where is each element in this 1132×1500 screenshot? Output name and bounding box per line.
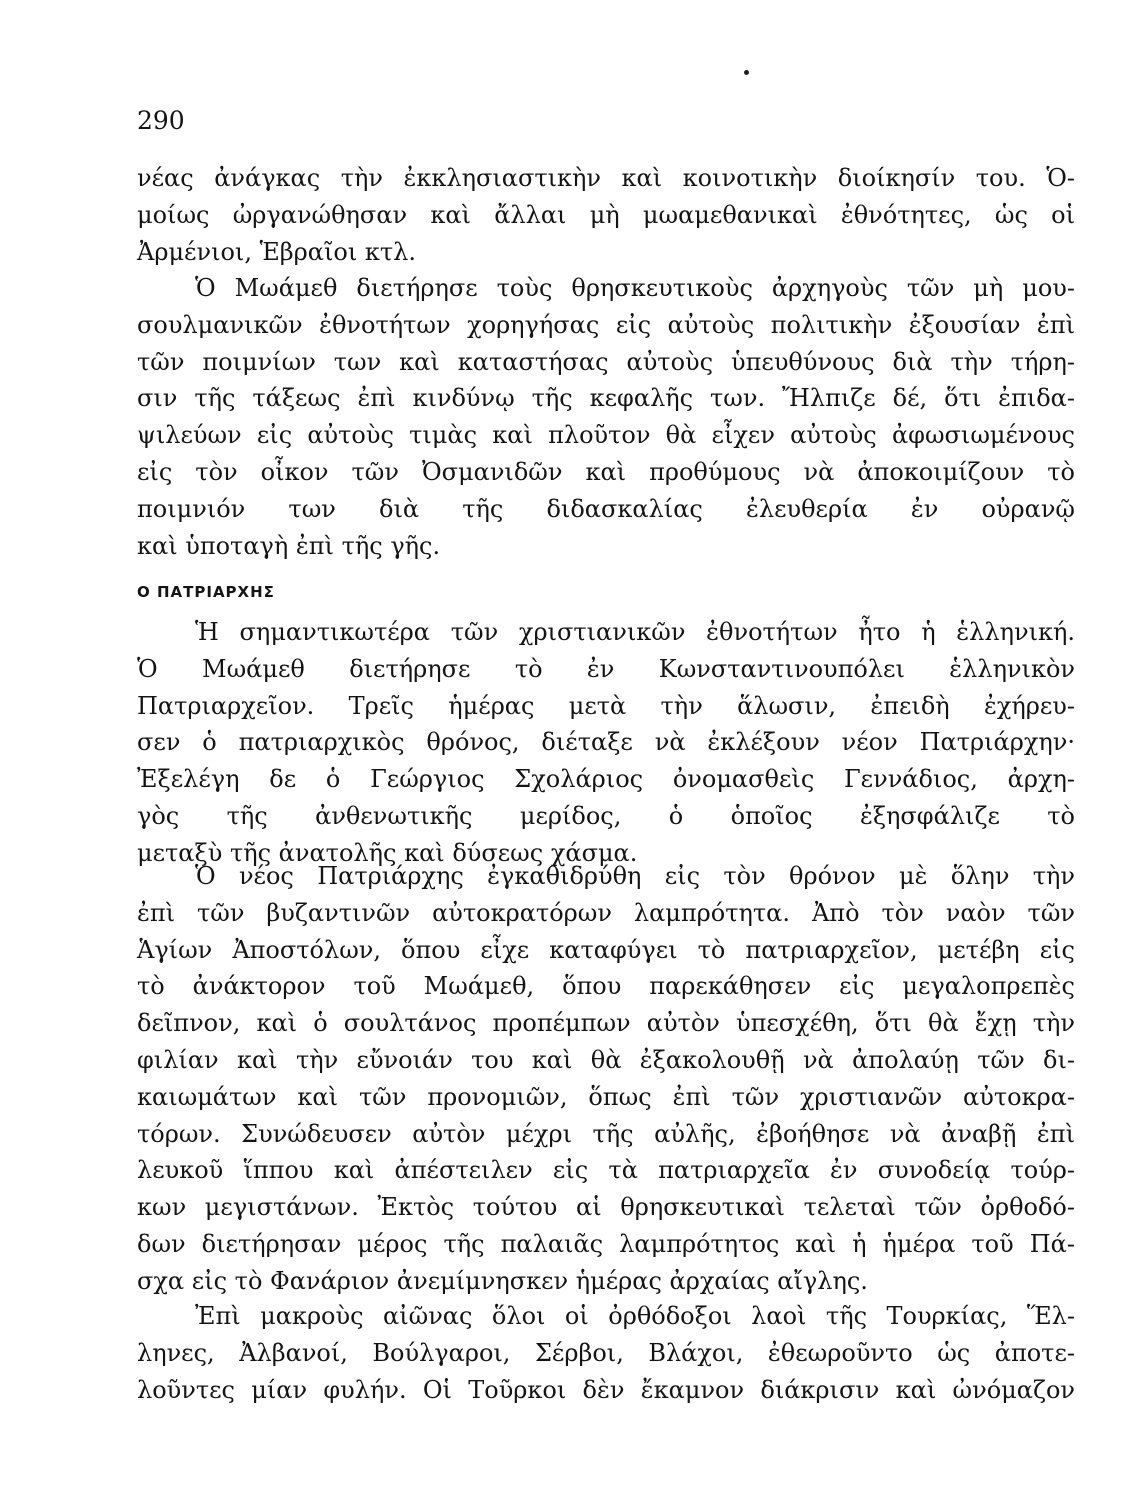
text-line: ληνες, Ἀλβανοί, Βούλγαροι, Σέρβοι, Βλάχοι, ἐθεωροῦντο ὡς ἀποτε- — [137, 1338, 1075, 1367]
text-line: γὸς τῆς ἀνθενωτικῆς μερίδος, ὁ ὁποῖος ἐξησφάλιζε τὸ — [137, 801, 1075, 830]
text-line: Ὁ Μωάμεθ διετήρησε τὸ ἐν Κωνσταντινουπόλει ἑλληνικὸν — [137, 654, 1075, 683]
text-line: τὸ ἀνάκτορον τοῦ Μωάμεθ, ὅπου παρεκάθησεν εἰς μεγαλοπρεπὲς — [137, 972, 1075, 1001]
paragraph-3 — [137, 614, 1075, 872]
text-line: εἰς τὸν οἶκον τῶν Ὀσμανιδῶν καὶ προθύμους νὰ ἀποκοιμίζουν τὸ — [137, 457, 1075, 486]
print-speck — [744, 70, 749, 75]
text-line: λευκοῦ ἵππου καὶ ἀπέστειλεν εἰς τὰ πατριαρχεῖα ἐν συνοδείᾳ τούρ- — [137, 1156, 1075, 1185]
text-line: σουλμανικῶν ἐθνοτήτων χορηγήσας εἰς αὐτοὺς πολιτικὴν ἐξουσίαν ἐπὶ — [137, 310, 1075, 339]
paragraph-4 — [137, 858, 1075, 1300]
text-line: Ἡ σημαντικωτέρα τῶν χριστιανικῶν ἐθνοτήτων ἦτο ἡ ἑλληνική. — [195, 618, 1075, 646]
text-line: Ἐπὶ μακροὺς αἰῶνας ὅλοι οἱ ὀρθόδοξοι λαοὶ τῆς Τουρκίας, Ἕλ- — [195, 1302, 1075, 1330]
text-line: λοῦντες μίαν φυλήν. Οἱ Τοῦρκοι δὲν ἔκαμνον διάκρισιν καὶ ὠνόμαζον — [137, 1375, 1075, 1404]
text-line: καὶ ὑποταγὴ ἐπὶ τῆς γῆς. — [137, 531, 441, 560]
text-line: σιν τῆς τάξεως ἐπὶ κινδύνῳ τῆς κεφαλῆς των. Ἤλπιζε δέ, ὅτι ἐπιδα- — [137, 384, 1075, 413]
paragraph-1 — [137, 160, 1075, 270]
paragraph-2 — [137, 270, 1075, 564]
text-line: Ὁ Μωάμεθ διετήρησε τοὺς θρησκευτικοὺς ἀρχηγοὺς τῶν μὴ μου- — [195, 274, 1075, 302]
text-line: σχα εἰς τὸ Φανάριον ἀνεμίμνησκεν ἡμέρας ἀρχαίας αἴγλης. — [137, 1266, 868, 1295]
text-line: ψιλεύων εἰς αὐτοὺς τιμὰς καὶ πλοῦτον θὰ εἶχεν αὐτοὺς ἀφωσιωμένους — [137, 421, 1075, 450]
text-line: τόρων. Συνώδευσεν αὐτὸν μέχρι τῆς αὐλῆς, ἐβοήθησε νὰ ἀναβῇ ἐπὶ — [137, 1119, 1075, 1148]
section-heading: Ο ΠΑΤΡΙΑΡΧΗΣ — [137, 583, 275, 601]
text-line: Ἀρμένιοι, Ἑβραῖοι κτλ. — [137, 237, 416, 266]
text-line: Πατριαρχεῖον. Τρεῖς ἡμέρας μετὰ τὴν ἅλωσιν, ἐπειδὴ ἐχήρευ- — [137, 691, 1075, 720]
text-line: μεταξὺ τῆς ἀνατολῆς καὶ δύσεως χάσμα. — [137, 838, 638, 867]
text-line: δων διετήρησαν μέρος τῆς παλαιᾶς λαμπρότητος καὶ ἡ ἡμέρα τοῦ Πά- — [137, 1229, 1075, 1258]
text-line: Ἐξελέγη δε ὁ Γεώργιος Σχολάριος ὀνομασθεὶς Γεννάδιος, ἀρχη- — [137, 765, 1075, 794]
text-line: τῶν ποιμνίων των καὶ καταστήσας αὐτοὺς ὑπευθύνους διὰ τὴν τήρη- — [137, 347, 1075, 376]
paragraph-5 — [137, 1298, 1075, 1408]
text-line: καιωμάτων καὶ τῶν προνομιῶν, ὅπως ἐπὶ τῶν χριστιανῶν αὐτοκρα- — [137, 1082, 1075, 1111]
text-line: σεν ὁ πατριαρχικὸς θρόνος, διέταξε νὰ ἐκλέξουν νέον Πατριάρχην· — [137, 728, 1075, 757]
page-number: 290 — [137, 106, 185, 135]
text-line: Ὁ νέος Πατριάρχης ἐγκαθιδρύθη εἰς τὸν θρόνον μὲ ὅλην τὴν — [195, 862, 1075, 890]
text-line: ἐπὶ τῶν βυζαντινῶν αὐτοκρατόρων λαμπρότητα. Ἀπὸ τὸν ναὸν τῶν — [137, 898, 1075, 927]
text-line: Ἁγίων Ἀποστόλων, ὅπου εἶχε καταφύγει τὸ πατριαρχεῖον, μετέβη εἰς — [137, 935, 1075, 964]
text-line: κων μεγιστάνων. Ἐκτὸς τούτου αἱ θρησκευτικαὶ τελεταὶ τῶν ὀρθοδό- — [137, 1193, 1075, 1222]
text-line: μοίως ὠργανώθησαν καὶ ἄλλαι μὴ μωαμεθανικαὶ ἐθνότητες, ὡς οἱ — [137, 200, 1075, 229]
text-line: νέας ἀνάγκας τὴν ἐκκλησιαστικὴν καὶ κοινοτικὴν διοίκησίν του. Ὁ- — [137, 164, 1075, 192]
text-line: δεῖπνον, καὶ ὁ σουλτάνος προπέμπων αὐτὸν ὑπεσχέθη, ὅτι θὰ ἔχῃ τὴν — [137, 1009, 1075, 1038]
text-line: φιλίαν καὶ τὴν εὔνοιάν του καὶ θὰ ἐξακολουθῇ νὰ ἀπολαύῃ τῶν δι- — [137, 1045, 1075, 1074]
text-line: ποιμνιόν των διὰ τῆς διδασκαλίας ἐλευθερία ἐν οὐρανῷ — [137, 494, 1075, 523]
